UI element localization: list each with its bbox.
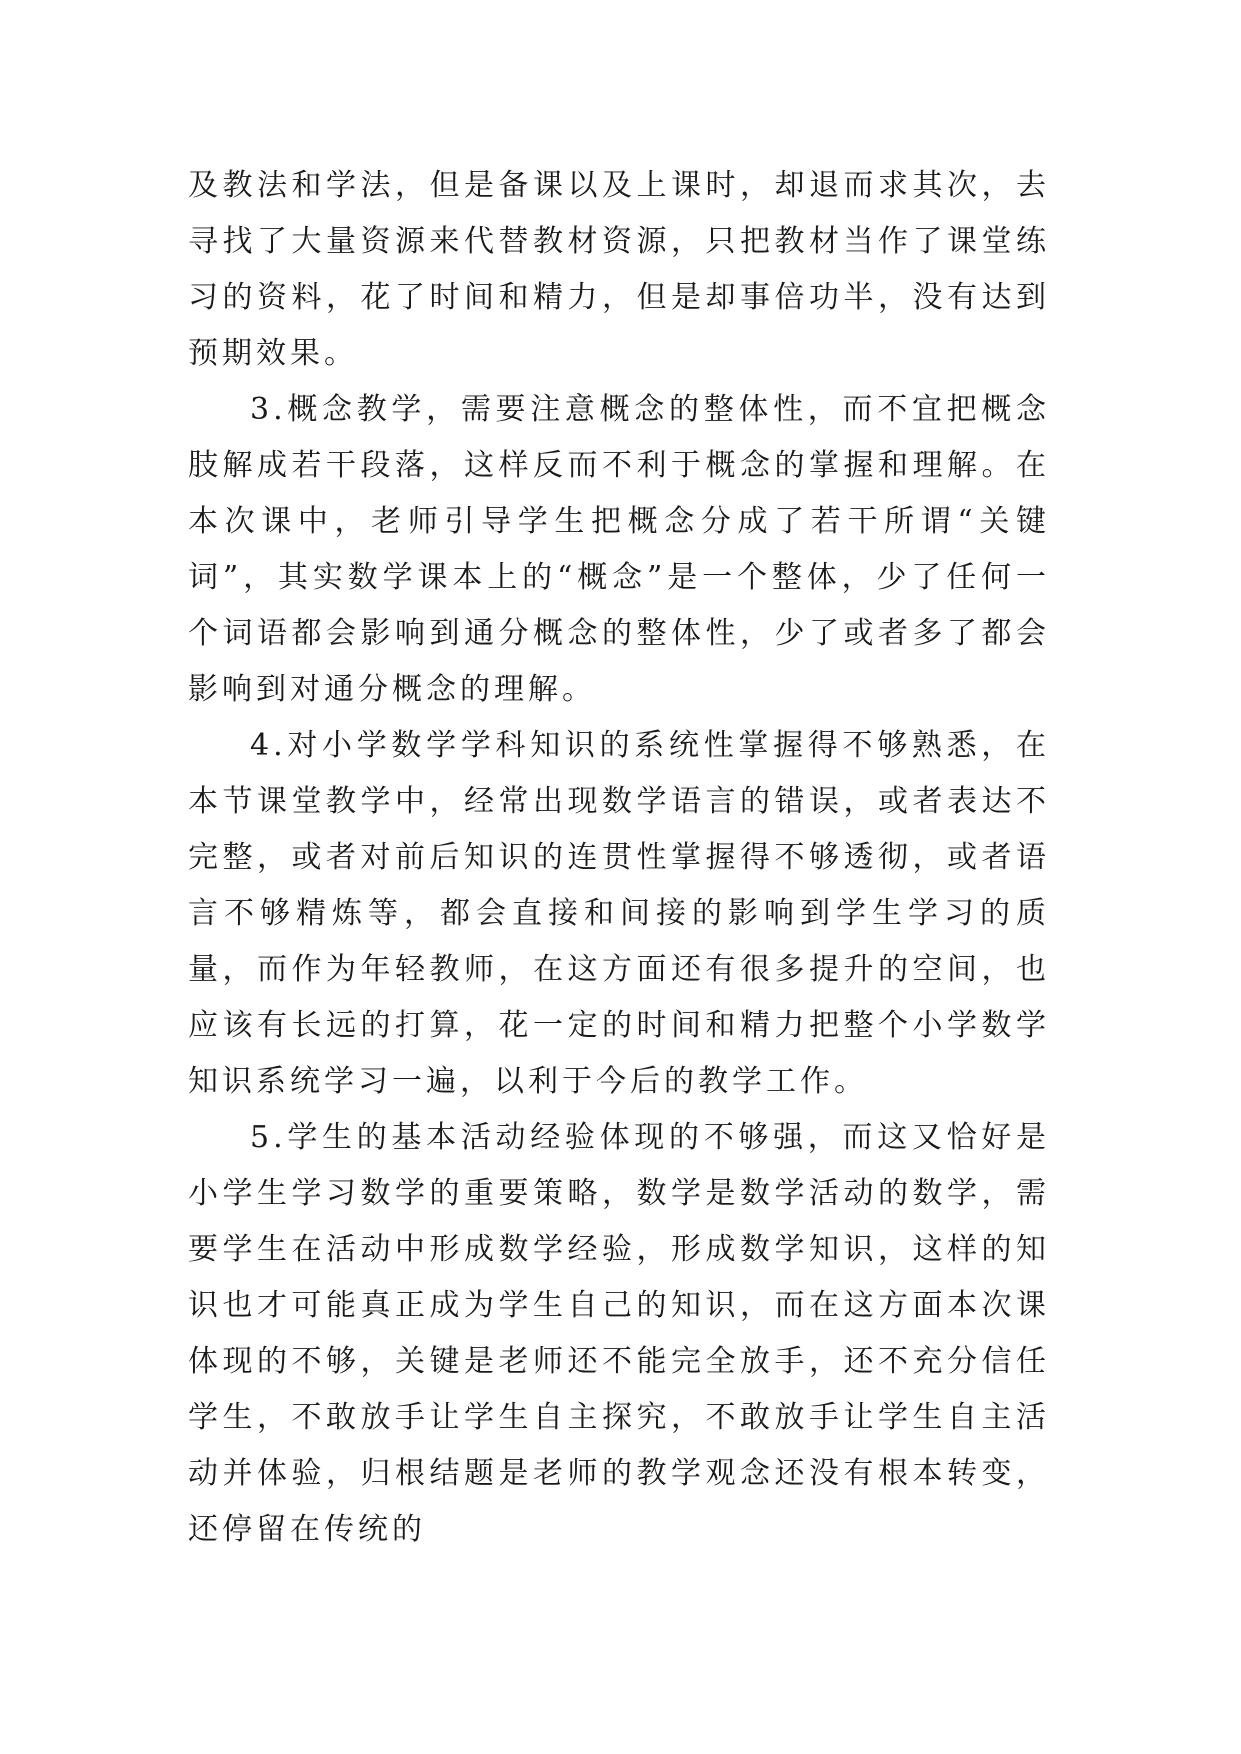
paragraph-point-3: 3.概念教学，需要注意概念的整体性，而不宜把概念肢解成若干段落，这样反而不利于概念的掌握和理解。在本次课中，老师引导学生把概念分成了若干所谓“关键词”，其实数学课本上的“概念”是一个整体，少了任何一个词语都会影响到通分概念的整体性，少了或者多了都会影响到对通分概念的理解。 [188,392,1050,707]
paragraph-continuation: 及教法和学法，但是备课以及上课时，却退而求其次，去寻找了大量资源来代替教材资源，只把教材当作了课堂练习的资料，花了时间和精力，但是却事倍功半，没有达到预期效果。 [188,168,1050,371]
paragraph-point-5: 5.学生的基本活动经验体现的不够强，而这又恰好是小学生学习数学的重要策略，数学是数学活动的数学，需要学生在活动中形成数学经验，形成数学知识，这样的知识也才可能真正成为学生自己的知识，而在这方面本次课体现的不够，关键是老师还不能完全放手，还不充分信任学生，不敢放手让学生自主探究，不敢放手让学生自主活动并体验，归根结题是老师的教学观念还没有根本转变，还停留在传统的 [188,1120,1050,1547]
paragraph-point-4: 4.对小学数学学科知识的系统性掌握得不够熟悉，在本节课堂教学中，经常出现数学语言的错误，或者表达不完整，或者对前后知识的连贯性掌握得不够透彻，或者语言不够精炼等，都会直接和间接的影响到学生学习的质量，而作为年轻教师，在这方面还有很多提升的空间，也应该有长远的打算，花一定的时间和精力把整个小学数学知识系统学习一遍，以利于今后的教学工作。 [188,728,1050,1099]
document-body [188,158,1050,1558]
